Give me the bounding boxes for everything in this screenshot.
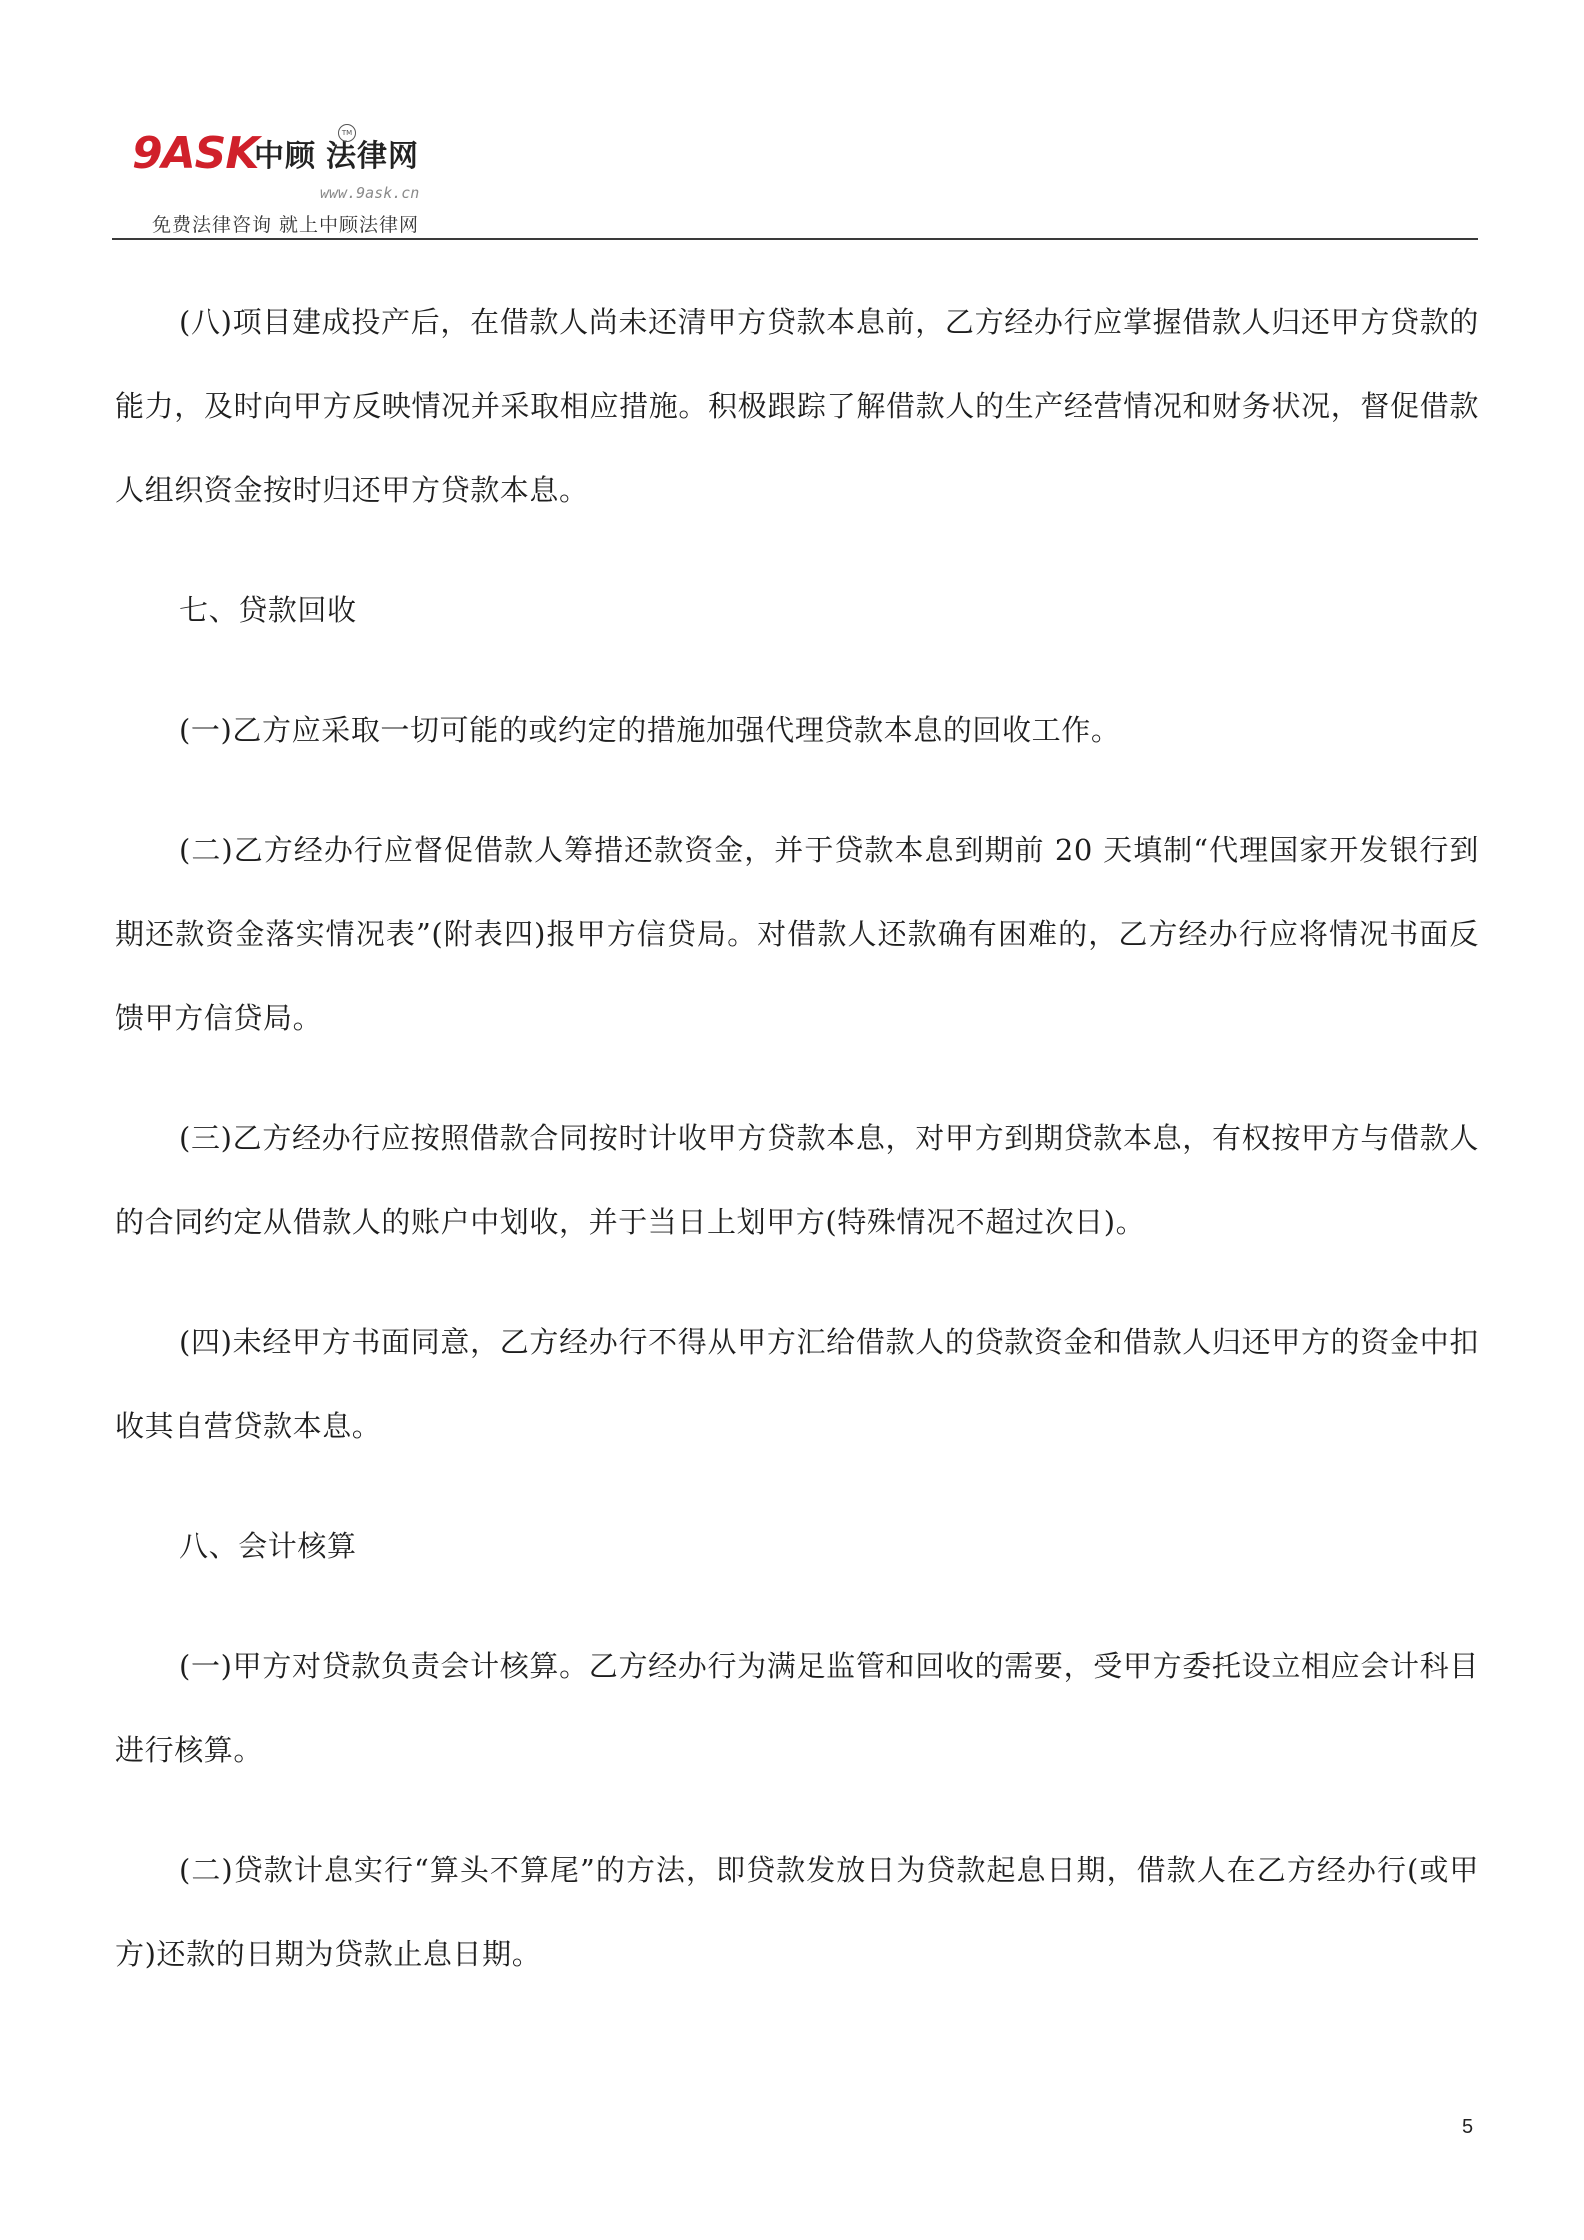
trademark-icon: TM (338, 124, 356, 142)
page-header (112, 110, 1478, 240)
logo-name (254, 139, 419, 174)
paragraph-recovery-1: (一)乙方应采取一切可能的或约定的措施加强代理贷款本息的回收工作。 (179, 713, 1121, 747)
logo-name-part-1: 中顾 (254, 139, 316, 174)
paragraph-accounting-2: (二)贷款计息实行“算头不算尾”的方法，即贷款发放日为贷款起息日期，借款人在乙方经办行(或甲方)还款的日期为贷款止息日期。 (115, 1853, 1479, 1971)
logo-slogan: 免费法律咨询 就上中顾法律网 (152, 214, 420, 236)
section-heading-accounting: 八、会计核算 (179, 1529, 357, 1563)
page-number: 5 (1462, 2116, 1474, 2138)
paragraph-recovery-3: (三)乙方经办行应按照借款合同按时计收甲方贷款本息，对甲方到期贷款本息，有权按甲方与借款人的合同约定从借款人的账户中划收，并于当日上划甲方(特殊情况不超过次日)。 (115, 1121, 1479, 1239)
paragraph-recovery-4: (四)未经甲方书面同意，乙方经办行不得从甲方汇给借款人的贷款资金和借款人归还甲方的资金中扣收其自营贷款本息。 (115, 1325, 1479, 1443)
logo-name-part-2: 法律网 (326, 139, 419, 174)
document-body (115, 280, 1479, 2032)
logo-url: www.9ask.cn (320, 184, 420, 202)
section-heading-loan-recovery: 七、贷款回收 (179, 593, 357, 627)
paragraph-recovery-2: (二)乙方经办行应督促借款人筹措还款资金，并于贷款本息到期前 20 天填制“代理国家开发银行到期还款资金落实情况表”(附表四)报甲方信贷局。对借款人还款确有困难的，乙方经办行应将情况书面反馈甲方信贷局。 (115, 833, 1479, 1035)
logo-mark: 9ASK (132, 128, 259, 179)
site-logo[interactable] (132, 120, 492, 236)
paragraph-item-8: (八)项目建成投产后，在借款人尚未还清甲方贷款本息前，乙方经办行应掌握借款人归还甲方贷款的能力，及时向甲方反映情况并采取相应措施。积极跟踪了解借款人的生产经营情况和财务状况，督促借款人组织资金按时归还甲方贷款本息。 (115, 305, 1479, 507)
paragraph-accounting-1: (一)甲方对贷款负责会计核算。乙方经办行为满足监管和回收的需要，受甲方委托设立相应会计科目进行核算。 (115, 1649, 1479, 1767)
